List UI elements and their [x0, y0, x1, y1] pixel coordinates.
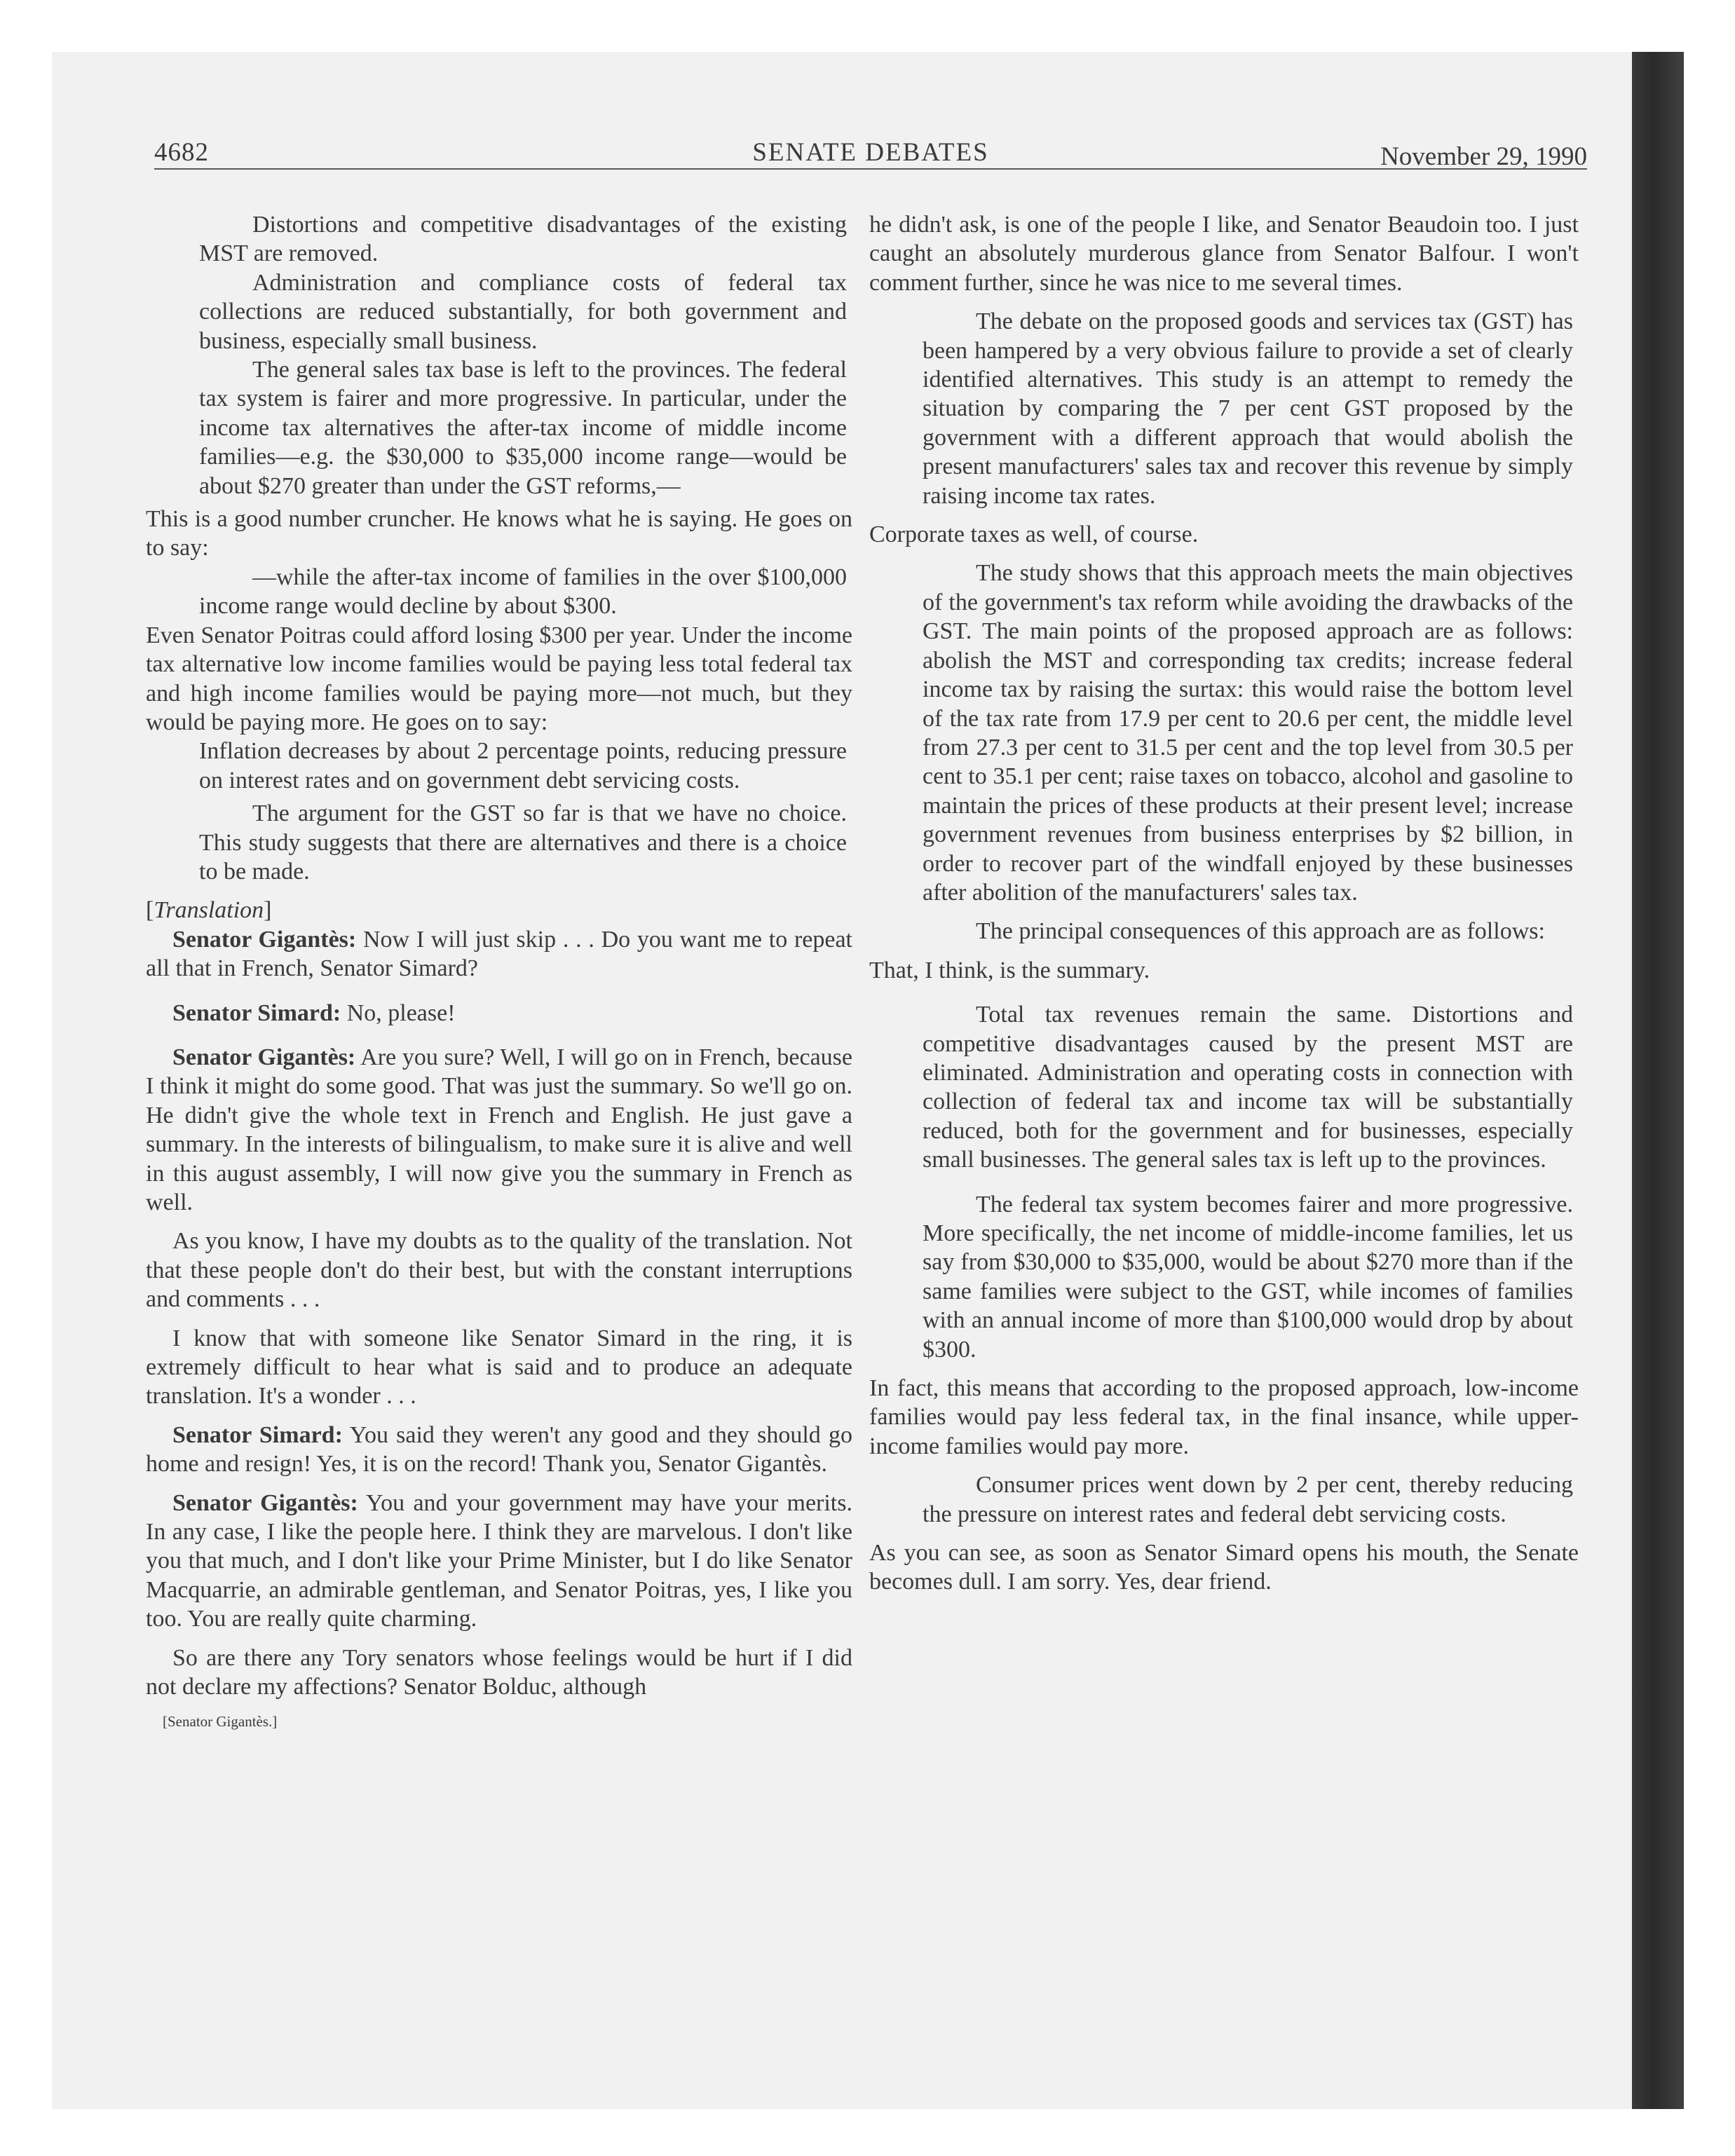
- speech-paragraph: As you know, I have my doubts as to the quality of the translation. Not that these people don't do their best, but with the constant interruptions and comments . . .: [146, 1228, 852, 1313]
- speech-paragraph: As you can see, as soon as Senator Simard opens his mouth, the Senate becomes dull. I am sorry. Yes, dear friend.: [869, 1540, 1579, 1595]
- speaker-name: Senator Gigantès:: [172, 1044, 356, 1070]
- quoted-paragraph: The general sales tax base is left to the provinces. The federal tax system is fairer and more progressive. In particular, under the income tax alternatives the after-tax income of middle income families—e.g. the $30,000 to $35,000 income range—would be about $270 greater than under the GST reforms,—: [199, 357, 847, 499]
- speech-paragraph: In fact, this means that according to the proposed approach, low-income families would pay less federal tax, in the final insance, while upper-income families would pay more.: [869, 1375, 1579, 1459]
- speaker-paragraph: [146, 999, 852, 1028]
- speech-paragraph: Even Senator Poitras could afford losing $300 per year. Under the income tax alternative low income families would be paying less total federal tax and high income families would be paying more—not much, but they would be paying more. He goes on to say:: [146, 622, 852, 735]
- speaker-paragraph: [146, 925, 852, 983]
- binding-strip: [1632, 52, 1684, 2109]
- page-number: 4682: [154, 138, 209, 167]
- quoted-paragraph: The principal consequences of this approach are as follows:: [976, 918, 1545, 945]
- translation-bracket-close: ]: [264, 897, 272, 924]
- translation-label: Translation: [154, 897, 264, 924]
- running-title: SENATE DEBATES: [752, 138, 989, 167]
- right-column: [869, 210, 1579, 1597]
- speech-paragraph: I know that with someone like Senator Simard in the ring, it is extremely difficult to hear what is said and to produce an adequate translation. It's a wonder . . .: [146, 1325, 852, 1410]
- quoted-paragraph: Consumer prices went down by 2 per cent, thereby reducing the pressure on interest rates and federal debt servicing costs.: [923, 1472, 1573, 1527]
- speech-paragraph: he didn't ask, is one of the people I like, and Senator Beaudoin too. I just caught an absolutely murderous glance from Senator Balfour. I won't comment further, since he was nice to me several times.: [869, 212, 1579, 296]
- speech-paragraph: This is a good number cruncher. He knows what he is saying. He goes on to say:: [146, 506, 852, 561]
- speaker-paragraph: [146, 1421, 852, 1479]
- speech-text: You said they weren't any good and they should go home and resign! Yes, it is on the record! Thank you, Senator Gigantès.: [146, 1421, 852, 1478]
- speaker-name: Senator Gigantès:: [172, 926, 357, 953]
- quoted-paragraph: The debate on the proposed goods and services tax (GST) has been hampered by a very obvious failure to provide a set of clearly identified alternatives. This study is an attempt to remedy the situation by comparing the 7 per cent GST proposed by the government with a different approach that would abolish the present manufacturers' sales tax and recover this revenue by simply raising income tax rates.: [923, 308, 1573, 509]
- quoted-paragraph: Total tax revenues remain the same. Distortions and competitive disadvantages caused by the present MST are eliminated. Administration and operating costs in connection with collection of federal tax and income tax will be substantially reduced, both for the government and for businesses, especially small businesses. The general sales tax is left up to the provinces.: [923, 1002, 1573, 1173]
- quoted-paragraph: —while the after-tax income of families in the over $100,000 income range would decline by about $300.: [199, 564, 847, 620]
- quoted-paragraph: Inflation decreases by about 2 percentage points, reducing pressure on interest rates and on government debt servicing costs.: [199, 738, 847, 793]
- left-column: [146, 210, 852, 1731]
- quoted-paragraph: The study shows that this approach meets the main objectives of the government's tax reform while avoiding the drawbacks of the GST. The main points of the proposed approach are as follows: abolish the MST and corresponding tax credits; increase federal income tax by raising the surtax: this would raise the bottom level of the tax rate from 17.9 per cent to 20.6 per cent, the middle level from 27.3 per cent to 31.5 per cent and the top level from 30.5 per cent to 35.1 per cent; raise taxes on tobacco, alcohol and gasoline to maintain the prices of these products at their present level; increase government revenues from business enterprises by $2 billion, in order to recover part of the windfall enjoyed by these businesses after abolition of the manufacturers' sales tax.: [923, 560, 1573, 906]
- translation-bracket-open: [: [146, 897, 154, 924]
- speaker-name: Senator Simard:: [172, 999, 341, 1026]
- quoted-paragraph: The federal tax system becomes fairer and more progressive. More specifically, the net income of middle-income families, let us say from $30,000 to $35,000, would be about $270 more than if the same families were subject to the GST, while incomes of families with an annual income of more than $100,000 would drop by about $300.: [923, 1191, 1573, 1363]
- speech-text: No, please!: [341, 999, 456, 1026]
- speaker-name: Senator Gigantès:: [172, 1489, 358, 1516]
- speech-paragraph: Corporate taxes as well, of course.: [869, 521, 1199, 548]
- speaker-name: Senator Simard:: [172, 1421, 343, 1448]
- speaker-footnote: [Senator Gigantès.]: [163, 1712, 278, 1730]
- speech-paragraph: That, I think, is the summary.: [869, 957, 1150, 983]
- speech-paragraph: So are there any Tory senators whose feelings would be hurt if I did not declare my affections? Senator Bolduc, although: [146, 1644, 852, 1700]
- speech-text: Are you sure? Well, I will go on in French, because I think it might do some good. That was just the summary. So we'll go on. He didn't give the whole text in French and English. He just gave a summary. In the interests of bilingualism, to make sure it is alive and well in this august assembly, I will now give you the summary in French as well.: [146, 1044, 852, 1215]
- header-date: November 29, 1990: [1380, 142, 1587, 171]
- quoted-paragraph: Administration and compliance costs of federal tax collections are reduced substantially, for both government and business, especially small business.: [199, 269, 847, 354]
- speaker-paragraph: [146, 1043, 852, 1217]
- quoted-paragraph: Distortions and competitive disadvantages of the existing MST are removed.: [199, 212, 847, 267]
- quoted-paragraph: The argument for the GST so far is that we have no choice. This study suggests that there are alternatives and there is a choice to be made.: [199, 800, 847, 885]
- translation-marker: [146, 896, 852, 925]
- speech-text: Now I will just skip . . . Do you want me to repeat all that in French, Senator Simard?: [146, 926, 852, 982]
- page-header: [154, 137, 1587, 170]
- speaker-paragraph: [146, 1489, 852, 1634]
- speech-text: You and your government may have your merits. In any case, I like the people here. I think they are marvelous. I don't like you that much, and I don't like your Prime Minister, but I do like Senator Macquarrie, an admirable gentleman, and Senator Poitras, yes, I like you too. You are really quite charming.: [146, 1489, 852, 1632]
